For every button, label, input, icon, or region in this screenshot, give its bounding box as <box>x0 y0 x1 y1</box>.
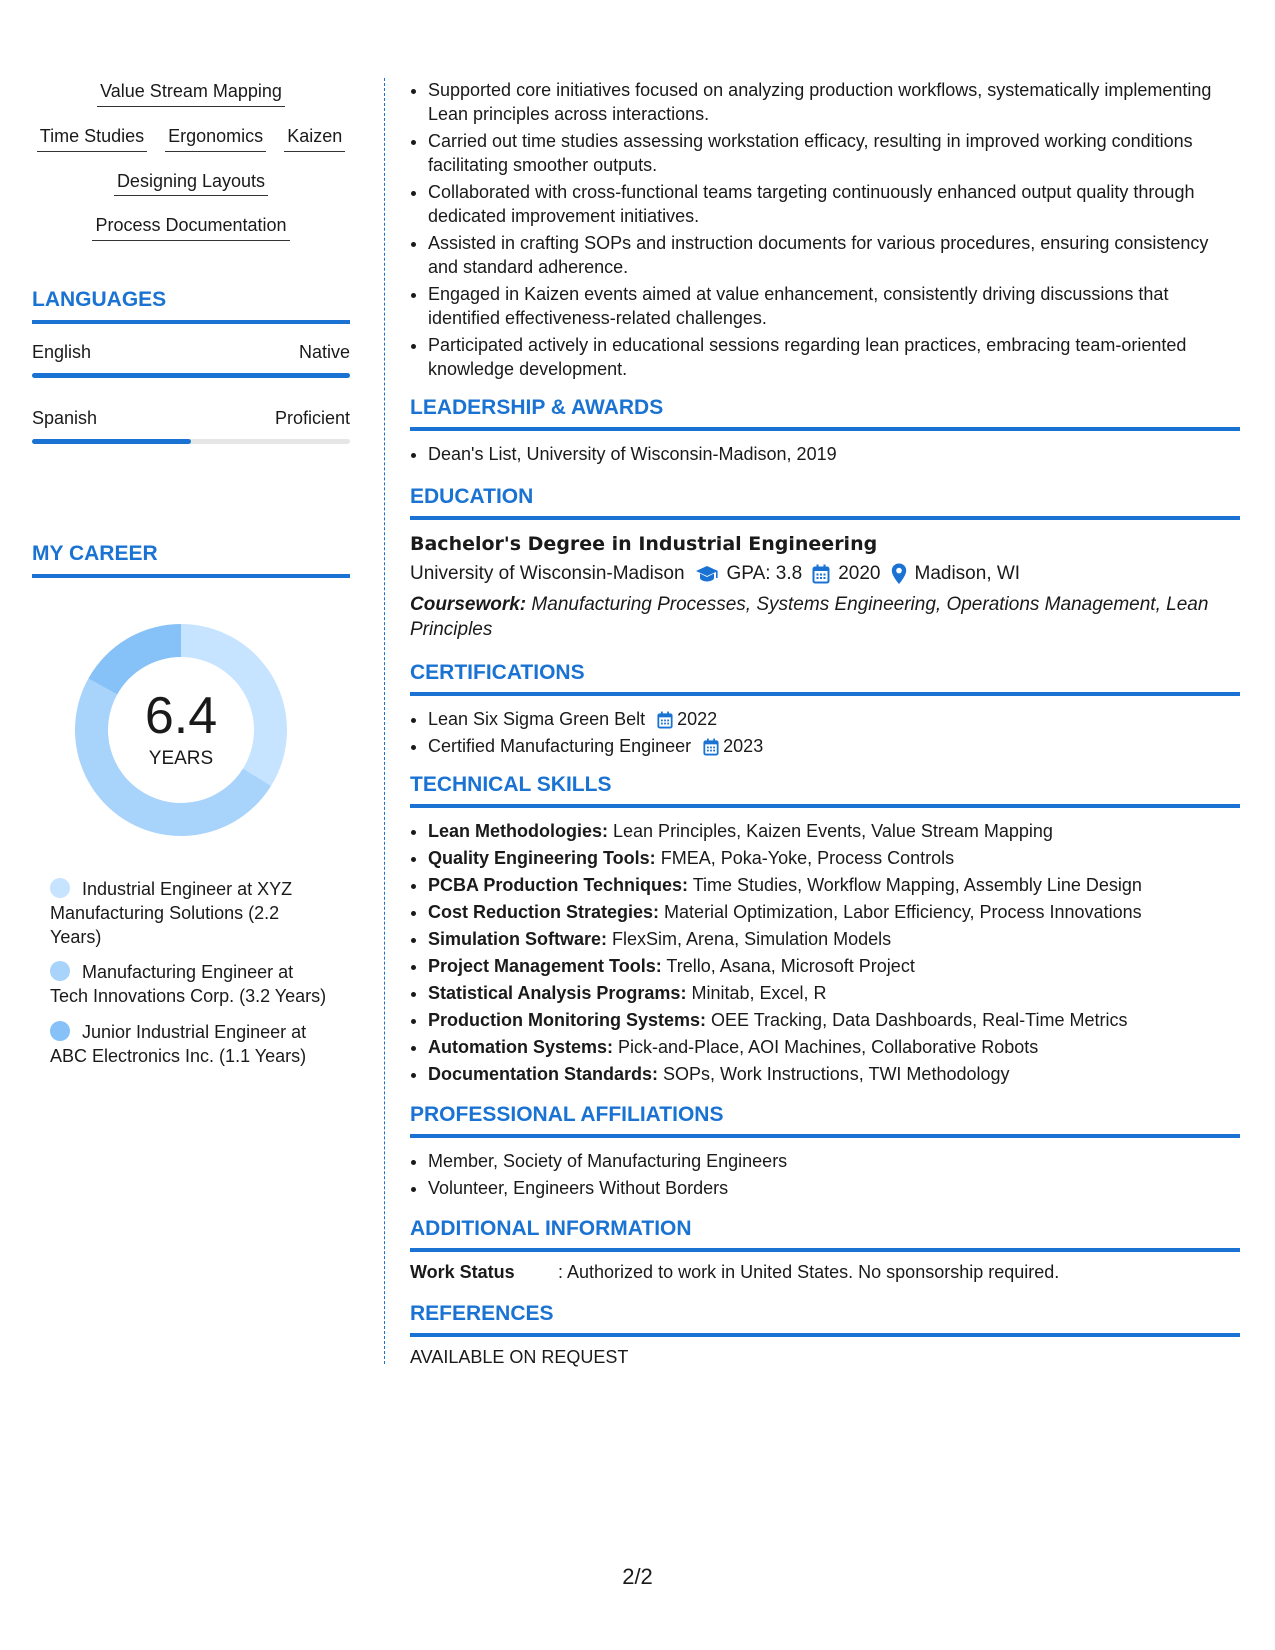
list-item: • Engaged in Kaizen events aimed at value enhancement, consistently driving discussions that identified effectiveness-related challenges. <box>428 282 1240 330</box>
list-item: • Collaborated with cross-functional teams targeting continuously enhanced output quality through dedicated improvement initiatives. <box>428 180 1240 228</box>
list-item <box>428 953 1240 980</box>
section-rule <box>32 574 350 578</box>
language-bar <box>32 439 350 444</box>
skill-tag: Process Documentation <box>92 216 289 241</box>
language-bar <box>32 373 350 378</box>
list-item <box>428 980 1240 1007</box>
skill-tag: Designing Layouts <box>114 172 268 197</box>
skill-tag: Kaizen <box>284 127 345 152</box>
skill-label: Cost Reduction Strategies: <box>428 902 660 922</box>
section-rule <box>410 804 1240 808</box>
references-section <box>410 1301 1240 1368</box>
legend-label: Junior Industrial Engineer at ABC Electronics Inc. (1.1 Years) <box>50 1021 307 1066</box>
list-item <box>428 926 1240 953</box>
calendar-icon <box>812 564 830 584</box>
legend-item <box>50 1021 330 1069</box>
section-title: REFERENCES <box>410 1302 554 1325</box>
section-title: MY CAREER <box>32 542 158 565</box>
work-status-label: Work Status <box>410 1262 515 1282</box>
skill-label: Documentation Standards: <box>428 1064 659 1084</box>
skill-label: PCBA Production Techniques: <box>428 875 689 895</box>
section-title: LEADERSHIP & AWARDS <box>410 396 664 419</box>
section-rule <box>410 516 1240 520</box>
section-rule <box>410 692 1240 696</box>
skill-label: Simulation Software: <box>428 929 608 949</box>
section-title: CERTIFICATIONS <box>410 661 585 684</box>
skill-label: Project Management Tools: <box>428 956 662 976</box>
calendar-icon <box>703 738 719 756</box>
skill-value: FlexSim, Arena, Simulation Models <box>612 929 892 949</box>
skill-label: Production Monitoring Systems: <box>428 1010 707 1030</box>
experience-bullets <box>410 78 1240 381</box>
language-level: Native <box>298 342 350 362</box>
list-item: • Participated actively in educational sessions regarding lean practices, embracing team-oriented knowledge development. <box>428 333 1240 381</box>
language-level: Proficient <box>274 408 350 428</box>
skill-value: Material Optimization, Labor Efficiency, Process Innovations <box>664 902 1142 922</box>
skill-label: Automation Systems: <box>428 1037 614 1057</box>
additional-info-section <box>410 1216 1240 1283</box>
section-title: TECHNICAL SKILLS <box>410 773 612 796</box>
language-bar-fill <box>32 439 191 444</box>
list-item: • Assisted in crafting SOPs and instruction documents for various procedures, ensuring consistency and standard adherence. <box>428 231 1240 279</box>
career-total: 6.4 <box>144 687 218 745</box>
list-item <box>428 1034 1240 1061</box>
skill-label: Lean Methodologies: <box>428 821 608 841</box>
skill-value: Lean Principles, Kaizen Events, Value Stream Mapping <box>613 821 1053 841</box>
legend-dot <box>50 878 70 898</box>
coursework-list: Manufacturing Processes, Systems Engineering, Operations Management, Lean Principles <box>410 594 1209 640</box>
legend-item <box>50 878 330 949</box>
degree-title: Bachelor's Degree in Industrial Engineering <box>410 533 878 555</box>
language-bar-fill <box>32 373 350 378</box>
legend-dot <box>50 1021 70 1041</box>
skill-value: OEE Tracking, Data Dashboards, Real-Time Metrics <box>711 1010 1128 1030</box>
school-name: University of Wisconsin-Madison <box>410 563 685 584</box>
list-item <box>428 899 1240 926</box>
skill-tags <box>32 82 350 241</box>
list-item <box>428 733 1240 760</box>
skill-value: Minitab, Excel, R <box>691 983 827 1003</box>
legend-dot <box>50 961 70 981</box>
legend-item <box>50 961 330 1009</box>
skill-tag: Value Stream Mapping <box>97 82 285 107</box>
graduation-year: 2020 <box>838 563 881 584</box>
language-item <box>32 342 350 378</box>
list-item <box>428 1007 1240 1034</box>
list-item <box>428 706 1240 733</box>
skill-label: Statistical Analysis Programs: <box>428 983 687 1003</box>
references-text: AVAILABLE ON REQUEST <box>410 1347 629 1367</box>
career-unit: YEARS <box>148 748 214 769</box>
work-status-row <box>410 1262 1240 1283</box>
section-title: PROFESSIONAL AFFILIATIONS <box>410 1103 724 1126</box>
education-details <box>410 558 1240 590</box>
gpa: GPA: 3.8 <box>726 563 803 584</box>
career-donut-chart <box>66 615 296 845</box>
skill-value: SOPs, Work Instructions, TWI Methodology <box>663 1064 1010 1084</box>
skill-label: Quality Engineering Tools: <box>428 848 656 868</box>
education-section <box>410 484 1240 642</box>
language-name: Spanish <box>32 408 98 428</box>
list-item <box>428 1061 1240 1088</box>
affiliations-section <box>410 1102 1240 1202</box>
page-number: 2/2 <box>622 1564 653 1589</box>
skill-value: Trello, Asana, Microsoft Project <box>666 956 915 976</box>
leadership-section <box>410 395 1240 468</box>
language-name: English <box>32 342 92 362</box>
column-divider <box>384 78 385 1364</box>
section-rule <box>32 320 350 324</box>
list-item: • Member, Society of Manufacturing Engineers <box>428 1148 1240 1175</box>
list-item: • Carried out time studies assessing workstation efficacy, resulting in improved working conditions facilitating smoother outputs. <box>428 129 1240 177</box>
certification-name: • Lean Six Sigma Green Belt <box>428 709 646 729</box>
career-section <box>32 542 350 578</box>
list-item <box>428 818 1240 845</box>
section-title: ADDITIONAL INFORMATION <box>410 1217 692 1240</box>
technical-skills-section <box>410 772 1240 1088</box>
section-rule <box>410 1333 1240 1337</box>
list-item: • Supported core initiatives focused on analyzing production workflows, systematically implementing Lean principles across interactions. <box>428 78 1240 126</box>
certifications-section <box>410 660 1240 760</box>
main-column <box>410 78 1240 1368</box>
list-item <box>428 872 1240 899</box>
certification-year: 2022 <box>677 709 718 729</box>
languages-section <box>32 288 350 324</box>
certification-name: • Certified Manufacturing Engineer <box>428 736 692 756</box>
section-rule <box>410 1134 1240 1138</box>
career-legend <box>50 878 330 1080</box>
section-title: LANGUAGES <box>32 288 167 311</box>
legend-label: Manufacturing Engineer at Tech Innovations Corp. (3.2 Years) <box>50 962 327 1006</box>
work-status-value: : Authorized to work in United States. No sponsorship required. <box>558 1262 1060 1282</box>
list-item: • Dean's List, University of Wisconsin-Madison, 2019 <box>428 441 1240 468</box>
section-rule <box>410 427 1240 431</box>
calendar-icon <box>657 711 673 729</box>
graduation-cap-icon <box>695 565 719 583</box>
school-location: Madison, WI <box>914 563 1021 584</box>
skill-tag: Time Studies <box>37 127 147 152</box>
section-title: EDUCATION <box>410 485 534 508</box>
list-item <box>428 845 1240 872</box>
skill-value: FMEA, Poka-Yoke, Process Controls <box>660 848 955 868</box>
skill-value: Pick-and-Place, AOI Machines, Collaborative Robots <box>618 1037 1039 1057</box>
coursework <box>410 592 1240 642</box>
skill-tag: Ergonomics <box>165 127 266 152</box>
section-rule <box>410 1248 1240 1252</box>
legend-label: Industrial Engineer at XYZ Manufacturing Solutions (2.2 Years) <box>50 879 293 947</box>
skill-value: Time Studies, Workflow Mapping, Assembly Line Design <box>692 875 1142 895</box>
coursework-label: Coursework: <box>410 594 527 615</box>
list-item: • Volunteer, Engineers Without Borders <box>428 1175 1240 1202</box>
certification-year: 2023 <box>723 736 764 756</box>
language-item <box>32 408 350 444</box>
location-pin-icon <box>891 563 907 585</box>
